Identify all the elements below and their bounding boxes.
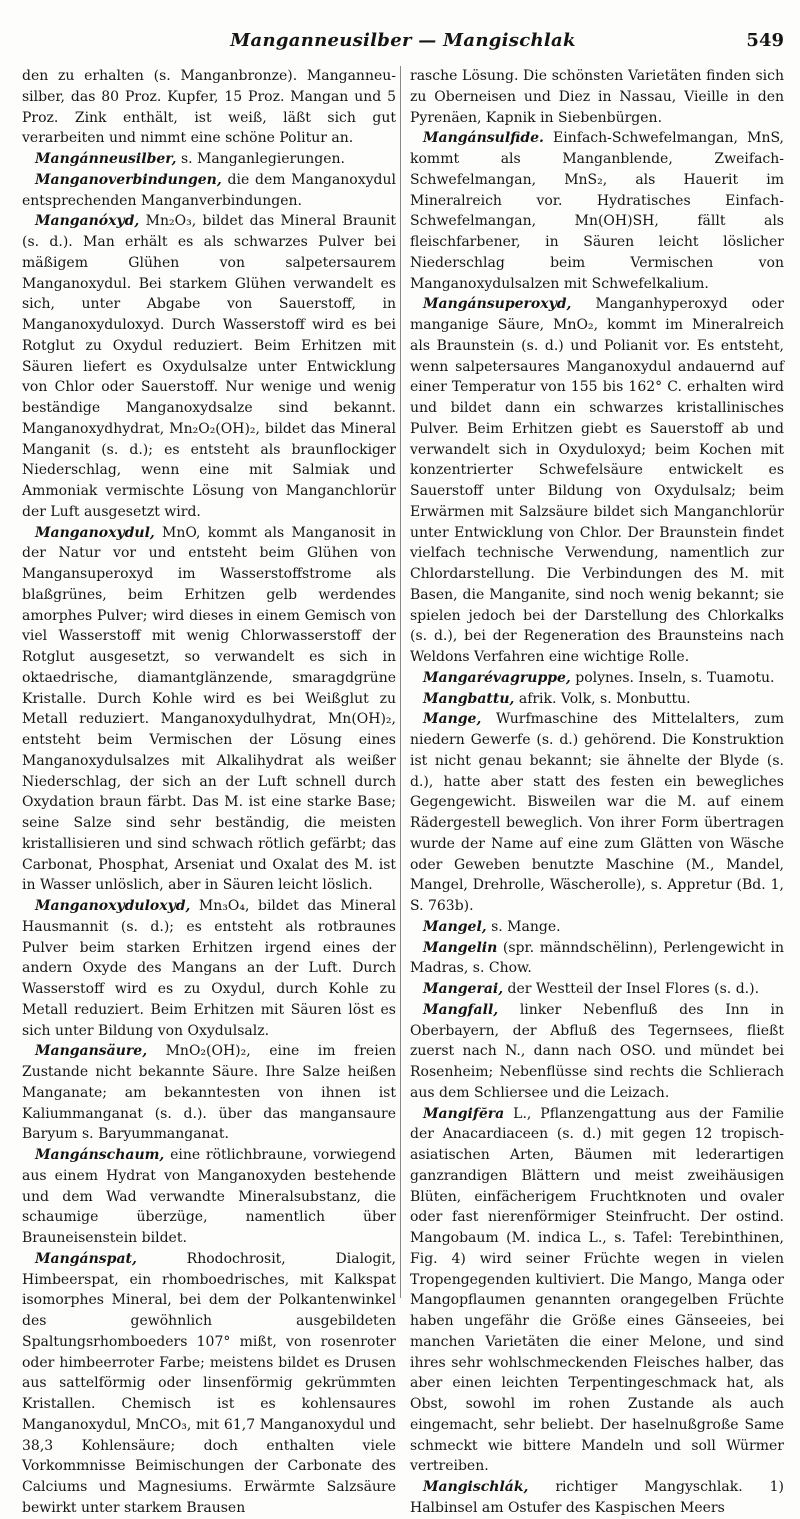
dictionary-entry <box>410 938 784 980</box>
entry-headword: Mangbattu, <box>423 690 515 707</box>
dictionary-entry <box>22 1249 396 1519</box>
entry-text: s. Manganlegierungen. <box>176 151 345 167</box>
dictionary-entry <box>22 523 396 897</box>
entry-text: afrik. Volk, s. Monbuttu. <box>514 690 691 707</box>
entry-headword: Mangifĕra <box>423 1105 505 1122</box>
dictionary-entry <box>410 709 784 917</box>
entry-headword: Mangfall, <box>423 1001 499 1018</box>
dictionary-entry <box>22 66 396 149</box>
entry-text: Manganhyperoxyd oder manganige Säure, MnO₂, kommt im Mineralreich als Braunstein (s. d.) und Polianit vor. Es entsteht, wenn salpetersaures Manganoxydul andauernd auf einer Temperatur von 155 bis 162° C. erhalten wird und bildet dann ein schwarzes kristallinisches Pulver. Beim Erhitzen giebt es Sauerstoff ab und verwandelt sich in Oxyduloxyd; beim Kochen mit konzentrierter Schwefelsäure entwickelt es Sauerstoff unter Bildung von Oxydulsalz; beim Erwärmen mit Salzsäure bildet sich Manganchlorür unter Entwicklung von Chlor. Der Braunstein findet vielfach technische Verwendung, namentlich zur Chlordarstellung. Die Verbindungen des M. mit Basen, die Manganite, sind noch wenig bekannt; sie spielen jedoch bei der Darstellung des Chlorkalks (s. d.), bei der Regeneration des Braunsteins nach Weldons Verfahren eine wichtige Rolle. <box>410 296 784 665</box>
dictionary-entry <box>410 689 784 710</box>
entry-text: (spr. männdschëlinn), Perlengewicht in Madras, s. Chow. <box>410 939 784 977</box>
entry-text: rasche Lösung. Die schönsten Varietäten finden sich zu Oberneisen und Diez in Nassau, Vieille in den Pyrenäen, Kapnik in Siebenbürgen. <box>410 68 784 126</box>
entry-headword: Mangel, <box>423 918 487 935</box>
dictionary-entry <box>410 1104 784 1478</box>
entry-text: eine rötlichbraune, vorwiegend aus einem Hydrat von Manganoxyden bestehende und dem Wad verwandte Mineralsubstanz, die schaumige überzüge, namentlich über Brauneisenstein bildet. <box>22 1147 396 1246</box>
running-title: Manganneusilber — Mangischlak <box>230 30 576 51</box>
entry-text: MnO₂(OH)₂, eine im freien Zustande nicht bekannte Säure. Ihre Salze heißen Manganate; am bekanntesten von ihnen ist Kaliummanganat (s. d.). über das mangansaure Baryum s. Baryummanganat. <box>22 1043 396 1143</box>
entry-headword: Manganoxyduloxyd, <box>35 898 191 914</box>
entry-text: linker Nebenfluß des Inn in Oberbayern, der Abfluß des Tegernsees, fließt zuerst nach N., dann nach OSO. und mündet bei Rosenheim; Nebenflüsse sind rechts die Schlierach aus dem Schliersee und die Leizach. <box>410 1001 784 1101</box>
entry-text: s. Mange. <box>486 918 561 935</box>
dictionary-entry <box>410 66 784 128</box>
dictionary-entry <box>22 896 396 1041</box>
entry-headword: Manganoxydul, <box>35 524 155 541</box>
entry-text: Mn₂O₃, bildet das Mineral Braunit (s. d.). Man erhält es als schwarzes Pulver bei mäßigem Glühen von salpetersaurem Manganoxydul. Bei starkem Glühen verwandelt es sich, unter Abgabe von Sauerstoff, in Manganoxyduloxyd. Durch Wasserstoff wird es bei Rotglut zu Oxydul reduziert. Beim Erhitzen mit Säuren liefert es Oxydulsalze unter Entwicklung von Chlor oder Sauerstoff. Nur wenige und wenig beständige Manganoxydsalze sind bekannt. Manganoxydhydrat, Mn₂O₂(OH)₂, bildet das Mineral Manganit (s. d.); es entsteht als braunflockiger Niederschlag, wenn eine mit Salmiak und Ammoniak vermischte Lösung von Manganchlorür der Luft ausgesetzt wird. <box>22 213 396 520</box>
dictionary-entry <box>410 979 784 1000</box>
dictionary-entry <box>22 149 396 170</box>
entry-text: den zu erhalten (s. Manganbronze). Manganneusilber, das 80 Proz. Kupfer, 15 Proz. Mangan und 5 Proz. Zink enthält, ist weiß, läßt sich gut verarbeiten und nimmt eine schöne Politur an. <box>22 68 396 147</box>
dictionary-entry <box>410 668 784 689</box>
entry-text: Einfach-Schwefelmangan, MnS, kommt als Manganblende, Zweifach-Schwefelmangan, MnS₂, als Hauerit im Mineralreich vor. Hydratisches Einfach-Schwefelmangan, Mn(OH)SH, fällt als fleischfarbener, in Säuren leicht löslicher Niederschlag beim Vermischen von Manganoxydulsalzen mit Schwefelkalium. <box>410 130 784 292</box>
dictionary-entry <box>410 128 784 294</box>
dictionary-entry <box>410 294 784 668</box>
entry-text: richtiger Mangyschlak. 1) Halbinsel am Ostufer des Kaspischen Meers <box>410 1479 784 1516</box>
dictionary-entry <box>22 1145 396 1249</box>
entry-text: L., Pflanzengattung aus der Familie der Anacardiaceen (s. d.) mit gegen 12 tropisch-asiatischen Arten, Bäumen mit lederartigen ganzrandigen Blättern und meist zweihäusigen Blüten, einfächerigem Fruchtknoten und ovaler oder fast nierenförmiger Steinfrucht. Der ostind. Mangobaum (M. indica L., s. Tafel: Terebinthinen, Fig. 4) wird seiner Früchte wegen in vielen Tropengegenden kultiviert. Die Mango, Manga oder Mangopflaumen genannten orangegelben Früchte haben ungefähr die Größe eines Gänseeies, bei manchen Varietäten die einer Melone, und sind ihres sehr wohlschmeckenden Fleisches halber, das aber einen leichten Terpentingeschmack hat, als Obst, sowohl im rohen Zustande als auch eingemacht, sehr beliebt. Der haselnußgroße Same schmeckt wie bittere Mandeln und soll Würmer vertreiben. <box>410 1105 784 1475</box>
entry-headword: Mangerai, <box>423 981 504 997</box>
dictionary-entry <box>410 917 784 938</box>
entry-headword: Manganoverbindungen, <box>35 171 222 188</box>
entry-text: Wurfmaschine des Mittelalters, zum niedern Gewerfe (s. d.) gehörend. Die Konstruktion ist nicht genau bekannt; sie ähnelte der Blyde (s. d.), hatte aber statt des festen ein bewegliches Gegengewicht. Bisweilen war die M. auf einem Rädergestell beweglich. Von ihrer Form übertragen wurde der Name auf eine zum Glätten von Wäsche oder Geweben benutzte Maschine (M., Mandel, Mangel, Drehrolle, Wäscherolle), s. Appretur (Bd. 1, S. 763b). <box>410 711 784 914</box>
dictionary-entry <box>22 170 396 212</box>
entry-text: Rhodochrosit, Dialogit, Himbeerspat, ein rhomboedrisches, mit Kalkspat isomorphes Mineral, bei dem der Polkantenwinkel des gewöhnlich ausgebildeten Spaltungsrhomboeders 107° mißt, von rosenroter oder himbeerroter Farbe; meistens bildet es Drusen aus sattelförmig oder linsenförmig gekrümmten Kristallen. Chemisch ist es kohlensaures Manganoxydul, MnCO₃, mit 61,7 Manganoxydul und 38,3 Kohlensäure; doch enthalten viele Vorkommnisse Beimischungen der Carbonate des Calciums und Magnesiums. Erwärmte Salzsäure bewirkt unter starkem Brausen <box>22 1250 396 1516</box>
entry-headword: Mangarévagruppe, <box>423 669 571 686</box>
page-number: 549 <box>746 30 784 51</box>
entry-text: Mn₃O₄, bildet das Mineral Hausmannit (s. d.); es entsteht als rotbraunes Pulver beim starken Erhitzen irgend eines der andern Oxyde des Mangans an der Luft. Durch Wasserstoff wird es zu Oxydul, durch Kohle zu Metall reduziert. Beim Erhitzen mit Säuren löst es sich unter Bildung von Oxydulsalz. <box>22 898 396 1039</box>
entry-headword: Mange, <box>423 711 482 728</box>
entry-headword: Mangánschaum, <box>35 1147 165 1163</box>
entry-headword: Mangánneusilber, <box>35 151 177 167</box>
entry-headword: Mangansäure, <box>35 1043 148 1060</box>
dictionary-entry <box>22 211 396 522</box>
entry-headword: Mangánspat, <box>35 1250 137 1267</box>
entry-headword: Mangelin <box>423 939 498 956</box>
entry-text: polynes. Inseln, s. Tuamotu. <box>570 669 775 686</box>
entry-text: der Westteil der Insel Flores (s. d.). <box>503 981 760 997</box>
dictionary-entry <box>410 1000 784 1104</box>
entry-headword: Mangánsulfide. <box>423 130 544 147</box>
column-divider <box>400 66 401 1298</box>
entry-text: MnO, kommt als Manganosit in der Natur vor und entsteht beim Glühen von Mangansuperoxyd im Wasserstoffstrome als blaßgrünes, beim Erhitzen gelb werdendes amorphes Pulver; wird dieses in einem Gemisch von viel Wasserstoff mit wenig Chlorwasserstoff der Rotglut ausgesetzt, so verwandelt es sich in oktaedrische, diamantglänzende, smaragdgrüne Kristalle. Durch Kohle wird es bei Weißglut zu Metall reduziert. Manganoxydulhydrat, Mn(OH)₂, entsteht beim Vermischen der Lösung eines Manganoxydulsalzes mit Alkalihydrat als weißer Niederschlag, der sich an der Luft schnell durch Oxydation braun färbt. Das M. ist eine starke Base; seine Salze sind sehr beständig, die meisten kristallisieren und sind schwach rötlich gefärbt; das Carbonat, Phosphat, Arseniat und Oxalat des M. ist in Wasser unlöslich, aber in Säuren leicht löslich. <box>22 524 396 894</box>
page-header <box>22 30 784 60</box>
dictionary-entry <box>410 1477 784 1519</box>
dictionary-entry <box>22 1041 396 1145</box>
right-column <box>410 66 784 1519</box>
entry-headword: Mangischlák, <box>423 1479 529 1495</box>
entry-text: die dem Manganoxydul entsprechenden Manganverbindungen. <box>22 171 396 209</box>
entry-headword: Manganóxyd, <box>35 213 140 230</box>
left-column <box>22 66 396 1519</box>
entry-headword: Mangánsuperoxyd, <box>423 296 572 313</box>
